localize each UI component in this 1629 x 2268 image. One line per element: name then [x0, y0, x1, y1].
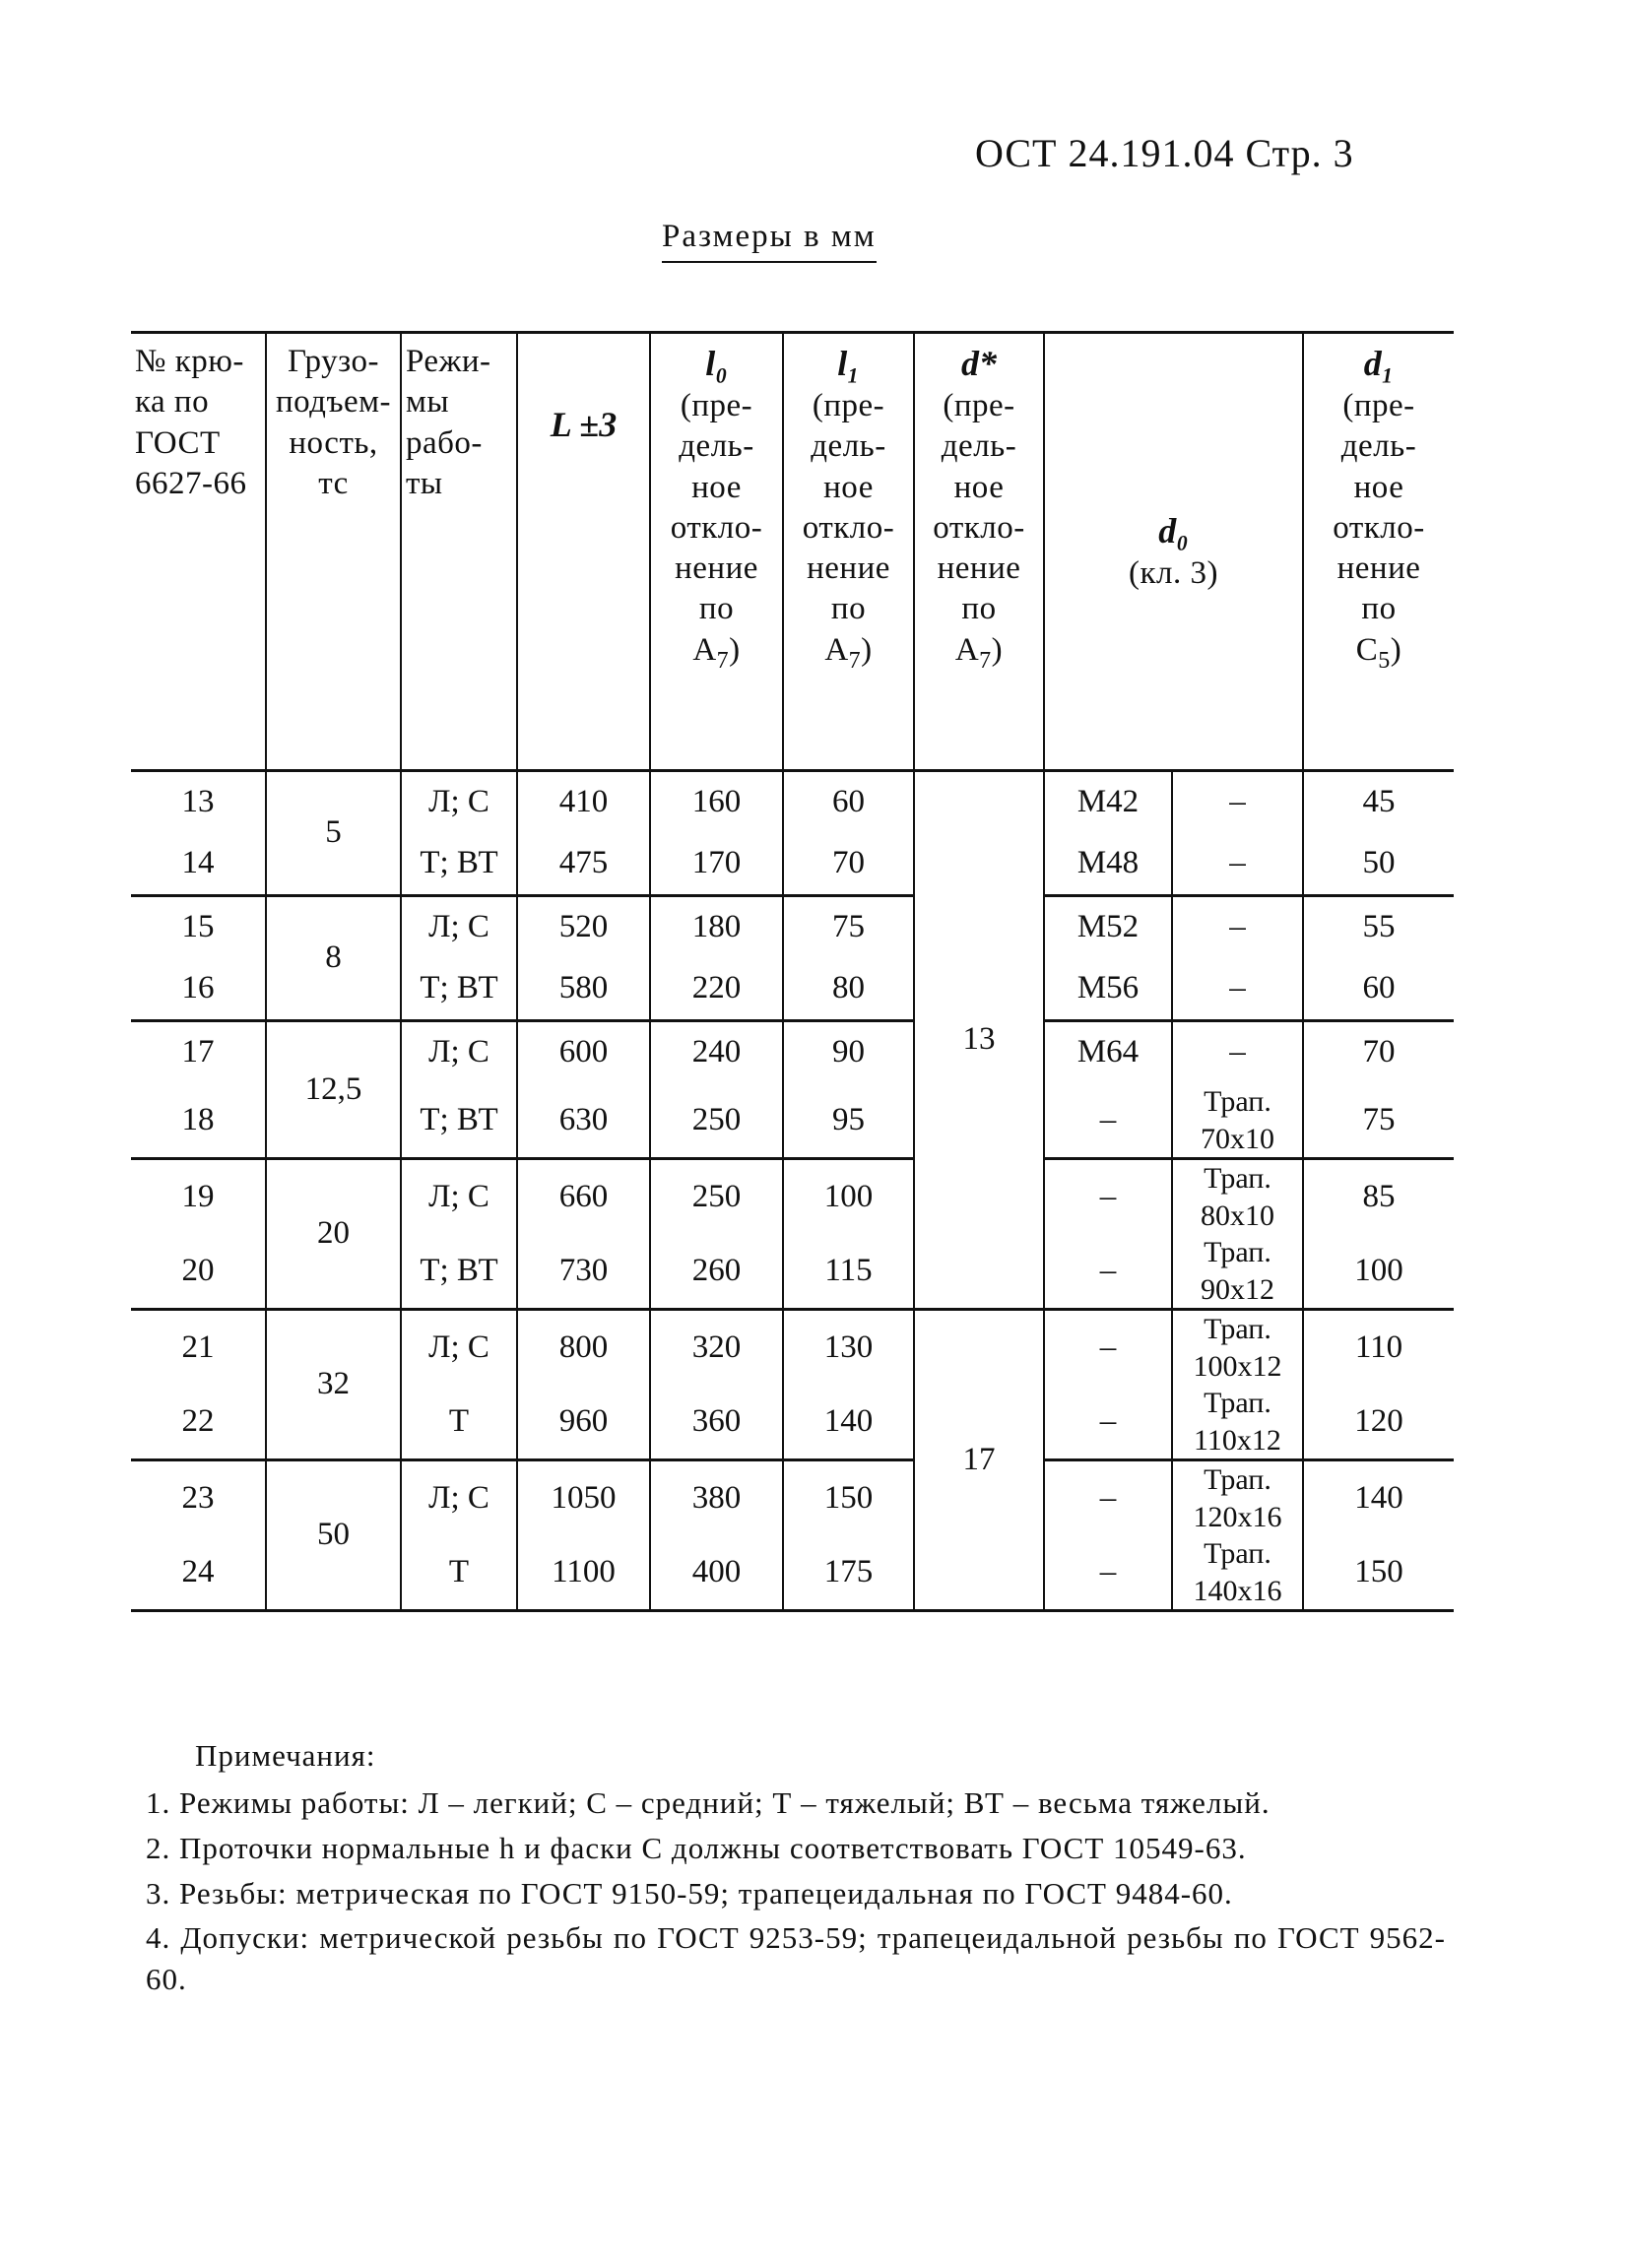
cell-l1: 80 [783, 958, 914, 1021]
header-d1: d₁ (пре- дель- ное откло- нение по $С_5$) [1303, 333, 1454, 771]
cell-d: 17 [914, 1310, 1044, 1611]
cell-hook-no: 18 [131, 1083, 266, 1159]
cell-l1: 175 [783, 1535, 914, 1611]
cell-d0-metric: – [1044, 1385, 1172, 1460]
cell-hook-no: 23 [131, 1460, 266, 1536]
cell-L: 1100 [517, 1535, 650, 1611]
header-l1: l₁ (пре- дель- ное откло- нение по $А_7$) [783, 333, 914, 771]
page-header: ОСТ 24.191.04 Стр. 3 [975, 131, 1354, 175]
cell-d0-metric: – [1044, 1310, 1172, 1386]
cell-L: 520 [517, 896, 650, 959]
header-d0: d₀ (кл. 3) [1044, 333, 1303, 771]
cell-hook-no: 21 [131, 1310, 266, 1386]
cell-mode: Л; С [401, 1159, 517, 1235]
table-row [131, 1159, 1454, 1235]
cell-d0-metric: М42 [1044, 771, 1172, 834]
cell-d0-metric: – [1044, 1460, 1172, 1536]
cell-l0: 400 [650, 1535, 783, 1611]
cell-hook-no: 22 [131, 1385, 266, 1460]
cell-d1: 45 [1303, 771, 1454, 834]
cell-l1: 75 [783, 896, 914, 959]
cell-l0: 380 [650, 1460, 783, 1536]
cell-mode: Т [401, 1385, 517, 1460]
cell-L: 600 [517, 1021, 650, 1084]
cell-d1: 100 [1303, 1234, 1454, 1310]
cell-mode: Л; С [401, 1460, 517, 1536]
cell-d0-metric: – [1044, 1159, 1172, 1235]
cell-mode: Т; ВТ [401, 1083, 517, 1159]
cell-d1: 50 [1303, 833, 1454, 896]
cell-l1: 150 [783, 1460, 914, 1536]
cell-d0-trap: Трап. 120х16 [1172, 1460, 1303, 1536]
cell-hook-no: 20 [131, 1234, 266, 1310]
cell-d0-trap: Трап. 140х16 [1172, 1535, 1303, 1611]
table-row [131, 771, 1454, 834]
table-header-row [131, 333, 1454, 771]
cell-d0-metric: – [1044, 1234, 1172, 1310]
cell-d0-metric: – [1044, 1083, 1172, 1159]
cell-d1: 110 [1303, 1310, 1454, 1386]
cell-mode: Т; ВТ [401, 958, 517, 1021]
cell-l0: 160 [650, 771, 783, 834]
table-row [131, 1021, 1454, 1084]
cell-capacity: 12,5 [266, 1021, 401, 1159]
cell-d0-trap: Трап. 70х10 [1172, 1083, 1303, 1159]
cell-l0: 250 [650, 1083, 783, 1159]
cell-L: 730 [517, 1234, 650, 1310]
cell-capacity: 5 [266, 771, 401, 896]
cell-l0: 320 [650, 1310, 783, 1386]
cell-l1: 100 [783, 1159, 914, 1235]
cell-L: 960 [517, 1385, 650, 1460]
cell-mode: Л; С [401, 771, 517, 834]
cell-hook-no: 17 [131, 1021, 266, 1084]
cell-d0-trap: Трап. 90х12 [1172, 1234, 1303, 1310]
cell-d0-trap: Трап. 80х10 [1172, 1159, 1303, 1235]
header-d: d* (пре- дель- ное откло- нение по $А_7$) [914, 333, 1044, 771]
cell-l1: 140 [783, 1385, 914, 1460]
header-capacity: Грузо- подъем- ность, тс [266, 333, 401, 771]
cell-d0-trap: Трап. 110х12 [1172, 1385, 1303, 1460]
cell-hook-no: 13 [131, 771, 266, 834]
cell-l0: 360 [650, 1385, 783, 1460]
cell-d0-trap: – [1172, 958, 1303, 1021]
cell-capacity: 32 [266, 1310, 401, 1460]
cell-d0-metric: М56 [1044, 958, 1172, 1021]
header-hook-no: № крю- ка по ГОСТ 6627-66 [131, 333, 266, 771]
note-item: 1. Режимы работы: Л – легкий; С – средний; Т – тяжелый; ВТ – весьма тяжелый. [146, 1784, 1271, 1820]
notes-title: Примечания: [195, 1738, 376, 1773]
cell-l1: 60 [783, 771, 914, 834]
cell-d1: 70 [1303, 1021, 1454, 1084]
cell-d0-trap: Трап. 100х12 [1172, 1310, 1303, 1386]
cell-d1: 140 [1303, 1460, 1454, 1536]
cell-mode: Л; С [401, 1310, 517, 1386]
cell-capacity: 8 [266, 896, 401, 1021]
cell-L: 660 [517, 1159, 650, 1235]
table-row [131, 1310, 1454, 1386]
cell-d0-trap: – [1172, 771, 1303, 834]
cell-capacity: 20 [266, 1159, 401, 1310]
cell-mode: Л; С [401, 896, 517, 959]
cell-L: 410 [517, 771, 650, 834]
cell-l1: 115 [783, 1234, 914, 1310]
cell-hook-no: 24 [131, 1535, 266, 1611]
cell-d: 13 [914, 771, 1044, 1310]
cell-mode: Т; ВТ [401, 833, 517, 896]
cell-l1: 130 [783, 1310, 914, 1386]
cell-d1: 85 [1303, 1159, 1454, 1235]
cell-hook-no: 16 [131, 958, 266, 1021]
cell-L: 475 [517, 833, 650, 896]
cell-d0-metric: М52 [1044, 896, 1172, 959]
cell-l0: 250 [650, 1159, 783, 1235]
cell-l0: 240 [650, 1021, 783, 1084]
cell-l0: 260 [650, 1234, 783, 1310]
cell-d1: 150 [1303, 1535, 1454, 1611]
cell-mode: Т [401, 1535, 517, 1611]
cell-mode: Т; ВТ [401, 1234, 517, 1310]
note-item: 2. Проточки нормальные h и фаски С должны соответствовать ГОСТ 10549-63. [146, 1830, 1247, 1865]
cell-capacity: 50 [266, 1460, 401, 1611]
cell-l1: 70 [783, 833, 914, 896]
table-row [131, 896, 1454, 959]
header-l0: l₀ (пре- дель- ное откло- нение по $А_7$) [650, 333, 783, 771]
header-L: L ±3 [517, 333, 650, 771]
cell-d1: 60 [1303, 958, 1454, 1021]
table-row [131, 1460, 1454, 1536]
cell-d1: 120 [1303, 1385, 1454, 1460]
cell-d0-trap: – [1172, 896, 1303, 959]
note-item: 4. Допуски: метрической резьбы по ГОСТ 9253-59; трапецеидальной резьбы по ГОСТ 9562-60. [146, 1920, 1446, 1997]
cell-l0: 220 [650, 958, 783, 1021]
cell-hook-no: 15 [131, 896, 266, 959]
cell-d0-trap: – [1172, 833, 1303, 896]
cell-hook-no: 19 [131, 1159, 266, 1235]
cell-d1: 55 [1303, 896, 1454, 959]
hook-dimensions-table [131, 331, 1454, 1612]
cell-d1: 75 [1303, 1083, 1454, 1159]
cell-L: 800 [517, 1310, 650, 1386]
units-caption: Размеры в мм [662, 219, 877, 263]
header-modes: Режи- мы рабо- ты [401, 333, 517, 771]
cell-mode: Л; С [401, 1021, 517, 1084]
cell-hook-no: 14 [131, 833, 266, 896]
cell-d0-trap: – [1172, 1021, 1303, 1084]
cell-L: 1050 [517, 1460, 650, 1536]
notes-section [146, 1735, 1446, 2004]
note-item: 3. Резьбы: метрическая по ГОСТ 9150-59; трапецеидальная по ГОСТ 9484-60. [146, 1875, 1233, 1911]
cell-l1: 95 [783, 1083, 914, 1159]
cell-l1: 90 [783, 1021, 914, 1084]
cell-L: 630 [517, 1083, 650, 1159]
cell-l0: 180 [650, 896, 783, 959]
cell-d0-metric: М48 [1044, 833, 1172, 896]
cell-l0: 170 [650, 833, 783, 896]
cell-L: 580 [517, 958, 650, 1021]
cell-d0-metric: – [1044, 1535, 1172, 1611]
cell-d0-metric: М64 [1044, 1021, 1172, 1084]
